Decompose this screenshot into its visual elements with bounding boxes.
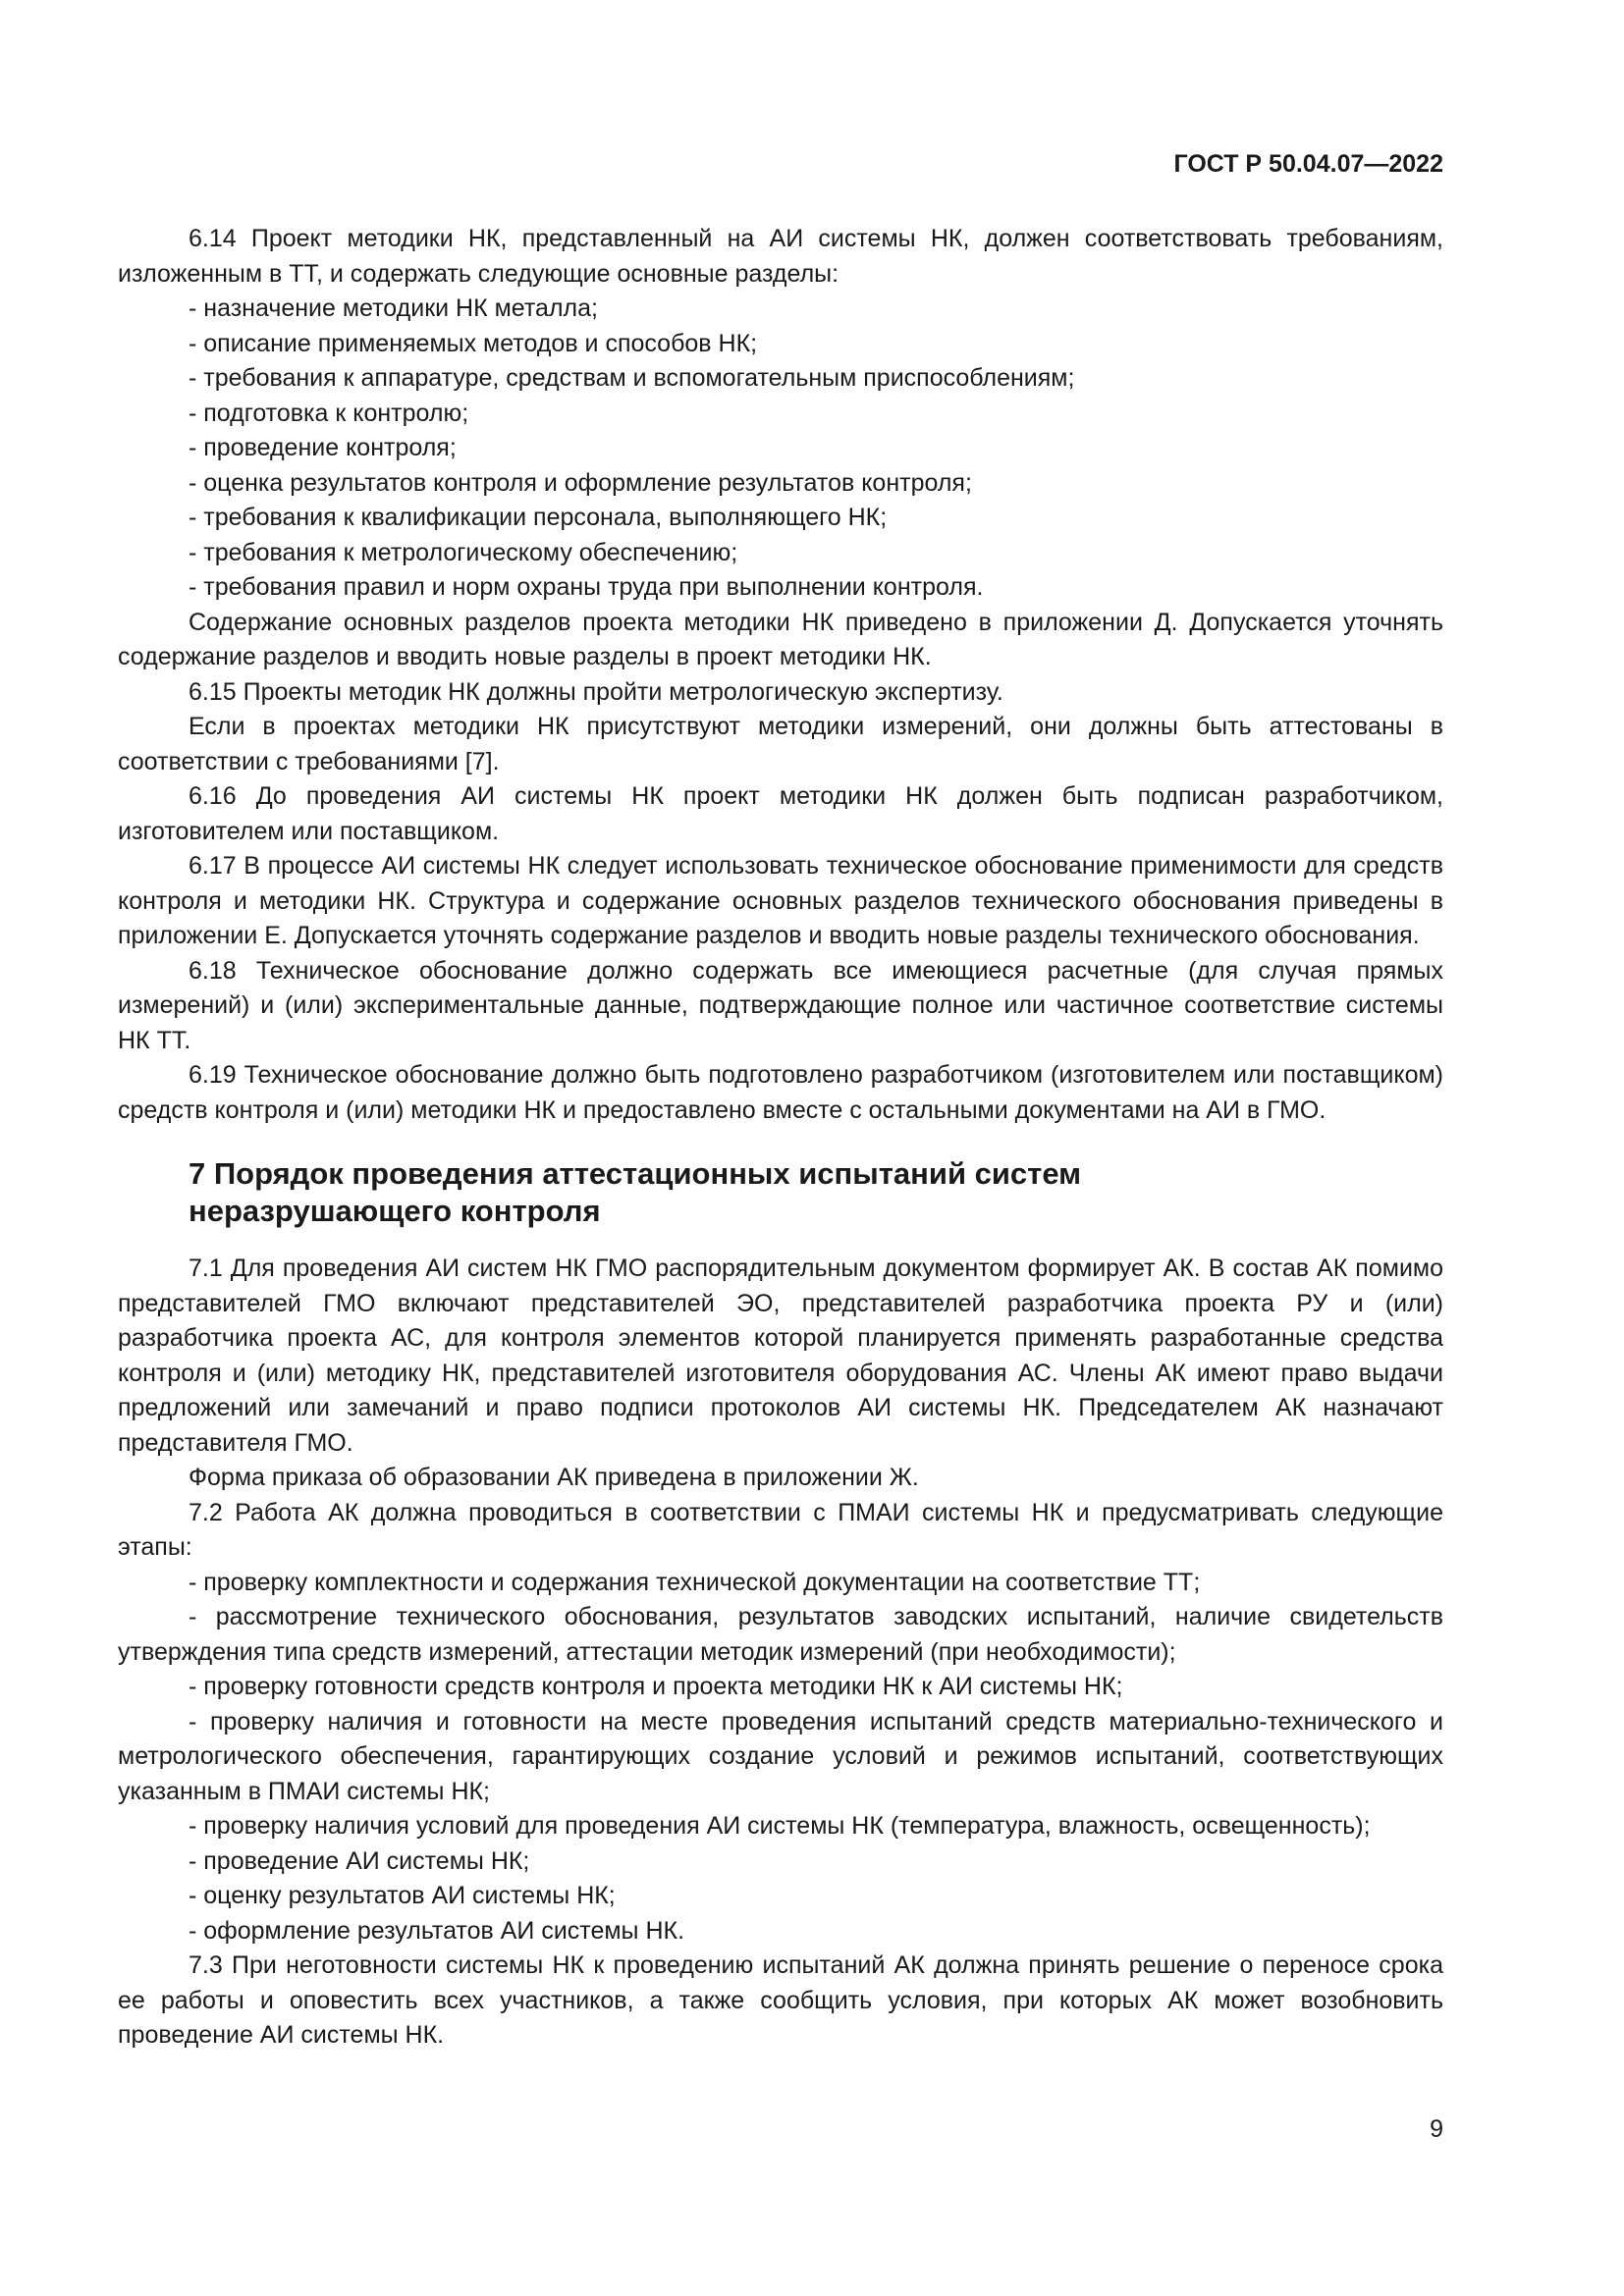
list-item: - требования правил и норм охраны труда при выполнении контроля. [189, 573, 984, 601]
page-number: 9 [1430, 2115, 1443, 2143]
page-content [118, 222, 1443, 2054]
list-item: - проверку наличия условий для проведения АИ системы НК (температура, влажность, освещенность); [189, 1812, 1371, 1840]
section-7-heading-line-2: неразрушающего контроля [189, 1194, 601, 1228]
list-item: - оформление результатов АИ системы НК. [189, 1916, 685, 1945]
list-item: - подготовка к контролю; [189, 399, 469, 427]
paragraph-7-1: 7.1 Для проведения АИ систем НК ГМО распорядительным документом формирует АК. В состав АК помимо представителей ГМО включают представителей ЭО, представителей разработчика проекта РУ и (или) разработчика проекта АС, для контроля элементов которой планируется применять разработанные средства контроля и (или) методику НК, представителей изготовителя оборудования АС. Члены АК имеют право выдачи предложений или замечаний и право подписи протоколов АИ системы НК. Председателем АК назначают представителя ГМО. [118, 1255, 1443, 1457]
list-item: - проверку готовности средств контроля и проекта методики НК к АИ системы НК; [189, 1673, 1123, 1700]
list-item: - требования к квалификации персонала, выполняющего НК; [189, 504, 888, 531]
section-7-heading-line-1: 7 Порядок проведения аттестационных испытаний систем [189, 1156, 1082, 1191]
list-item: - рассмотрение технического обоснования, результатов заводских испытаний, наличие свидетельств утверждения типа средств измерений, аттестации методик измерений (при необходимости); [118, 1603, 1443, 1666]
list-item: - оценка результатов контроля и оформление результатов контроля; [189, 468, 972, 497]
section-7-heading [118, 1155, 1443, 1230]
list-item: - проведение контроля; [189, 434, 457, 461]
list-item: - описание применяемых методов и способов НК; [189, 329, 758, 357]
list-item: - проверку комплектности и содержания технической документации на соответствие ТТ; [189, 1568, 1201, 1596]
paragraph-6-16: 6.16 До проведения АИ системы НК проект методики НК должен быть подписан разработчиком, изготовителем или поставщиком. [118, 782, 1443, 845]
list-item: - требования к аппаратуре, средствам и вспомогательным приспособлениям; [189, 364, 1075, 392]
paragraph-6-14: 6.14 Проект методики НК, представленный на АИ системы НК, должен соответствовать требованиям, изложенным в ТТ, и содержать следующие основные разделы: [118, 225, 1443, 288]
paragraph-7-3: 7.3 При неготовности системы НК к проведению испытаний АК должна принять решение о переносе срока ее работы и оповестить всех участников, а также сообщить условия, при которых АК может возобновить проведение АИ системы НК. [118, 1951, 1443, 2049]
paragraph-7-1-tail: Форма приказа об образовании АК приведена в приложении Ж. [189, 1464, 919, 1491]
list-item: - проведение АИ системы НК; [189, 1846, 530, 1875]
paragraph-6-14-tail: Содержание основных разделов проекта методики НК приведено в приложении Д. Допускается уточнять содержание разделов и вводить новые разделы в проект методики НК. [118, 608, 1443, 670]
paragraph-6-15-tail: Если в проектах методики НК присутствуют методики измерений, они должны быть аттестованы в соответствии с требованиями [7]. [118, 713, 1443, 775]
list-item: - оценку результатов АИ системы НК; [189, 1882, 616, 1909]
paragraph-6-18: 6.18 Техническое обоснование должно содержать все имеющиеся расчетные (для случая прямых измерений) и (или) экспериментальные данные, подтверждающие полное или частичное соответствие системы НК ТТ. [118, 956, 1443, 1054]
paragraph-6-19: 6.19 Техническое обоснование должно быть подготовлено разработчиком (изготовителем или поставщиком) средств контроля и (или) методики НК и предоставлено вместе с остальными документами на АИ в ГМО. [118, 1061, 1443, 1124]
list-item: - проверку наличия и готовности на месте проведения испытаний средств материально-технического и метрологического обеспечения, гарантирующих создание условий и режимов испытаний, соответствующих указанным в ПМАИ системы НК; [118, 1707, 1443, 1805]
paragraph-7-2: 7.2 Работа АК должна проводиться в соответствии с ПМАИ системы НК и предусматривать следующие этапы: [118, 1498, 1443, 1561]
document-code: ГОСТ Р 50.04.07—2022 [1173, 150, 1443, 178]
list-item: - назначение методики НК металла; [189, 294, 598, 322]
paragraph-6-17: 6.17 В процессе АИ системы НК следует использовать техническое обоснование применимости для средств контроля и методики НК. Структура и содержание основных разделов технического обоснования приведены в приложении Е. Допускается уточнять содержание разделов и вводить новые разделы технического обоснования. [118, 852, 1443, 949]
paragraph-6-15: 6.15 Проекты методик НК должны пройти метрологическую экспертизу. [189, 677, 1003, 706]
list-item: - требования к метрологическому обеспечению; [189, 538, 738, 566]
